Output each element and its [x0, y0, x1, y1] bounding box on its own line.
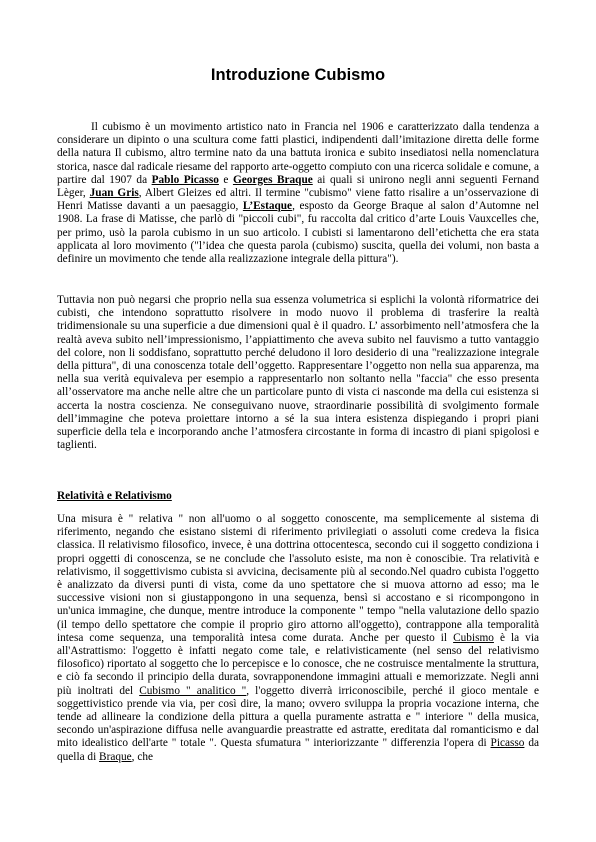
link-cubismo-analitico[interactable]: Cubismo " analitico " — [139, 684, 247, 697]
intro-text-1: Il cubismo è un movimento artistico nato in Francia nel 1906 e caratterizzato dalla tendenza a considerare un dipinto o una scultura come fatti plastici, indipendenti dall’imitazione diretta delle forme della natura Il cubismo, altro termine nato da una battuta ironica e subito insediatosi nella nomenclatura storica, nasce dal radicale riesame del rapporto arte-oggetto compiuto con una ricerca solidale e comune, a partire dal 1907 da — [57, 121, 539, 186]
section-text-4: da quella di — [57, 737, 539, 763]
intro-text-2: e — [218, 173, 233, 186]
intro-text-5: , esposto da George Braque al salon d’Automne nel 1908. La frase di Matisse, che parlò di "piccoli cubi", fu raccolta dal critico d’arte Louis Vauxcelles che, per primo, usò la parola cubismo in un suo articolo. I cubisti si lamentarono dell’etichetta che era stata applicata al loro movimento ("l’idea che questa parola (cubismo) suscita, quella dei volumi, non basta a definire un movimento che tende alla realizzazione integrale della pittura"). — [57, 200, 539, 266]
section-text-1: Una misura è " relativa " non all'uomo o al soggetto conoscente, ma semplicemente al sistema di riferimento, negando che esistano sistemi di riferimento privilegiati o assoluti come credeva la fisica classica. Il relativismo filosofico, invece, è una dottrina ottocentesca, secondo cui il soggetto condiziona i propri oggetti di conoscenza, se ne conclude che l'assoluto esiste, ma non è conoscibie. Tra relatività e relativismo, il soggettivismo cubista si avvicina, decisamente più al secondo.Nel quadro cubista l'oggetto è analizzato da diversi punti di vista, come da uno spettatore che si muova attorno ad esso; ma le successive visioni non si giustappongono in una sequenza, bensì si accostano e si ricompongono in un'unica immagine, che dunque, mentre introduce la componente " tempo "nella valutazione dello spazio (il tempo dello spettatore che compie il proprio giro attorno all'oggetto), contrappone alla temporalità intesa come sequenza, una temporalità intesa come durata. Anche per questo il — [57, 513, 539, 644]
intro-paragraph — [57, 121, 539, 266]
section-text-3: , l'oggetto diverrà irriconoscibile, perché il gioco mentale e soggettivistico prende via via, per così dire, la mano; ovvero sviluppa la propria vocazione interna, che tende ad allineare la condizione della pittura a quella puramente astratta e " interiore " della musica, secondo un'aspirazione diffusa nelle avanguardie preastratte ed astratte, ereditata dal romanticismo e dal mito idealistico dell'arte " totale ". Questa sfumatura " interiorizzante " differenzia l'opera di — [57, 684, 539, 750]
link-picasso[interactable]: Picasso — [490, 737, 525, 750]
link-braque[interactable]: Braque — [99, 750, 132, 763]
link-cubismo[interactable]: Cubismo — [453, 631, 494, 644]
intro-text-3: ai quali si unirono negli anni seguenti Fernand Lèger, — [57, 173, 540, 200]
relativita-paragraph — [57, 513, 539, 764]
document-title: Introduzione Cubismo — [210, 66, 386, 84]
link-juan-gris[interactable]: Juan Gris — [89, 187, 139, 200]
link-lestaque[interactable]: L’Estaque — [242, 200, 293, 213]
section-heading-relativita: Relatività e Relativismo — [57, 490, 172, 502]
section-text-5: , che — [131, 750, 153, 763]
section-text-2: è la via all'Astrattismo: l'oggetto è infatti negato come tale, e relativisticamente (nel senso del relativismo filosofico) riportato al soggetto che lo percepisce e lo conosce, che ne costruisce mentalmente la struttura, e ciò fa secondo il principio della durata, sovrapponendone immagini attuali e memorizzate. Negli anni più inoltrati del — [57, 631, 539, 697]
second-paragraph: Tuttavia non può negarsi che proprio nella sua essenza volumetrica si esplichi la volontà riformatrice dei cubisti, che intendono soprattutto risolvere in modo nuovo il problema di trasferire la realtà tridimensionale su una superficie a due dimensioni qual è il quadro. L’ assorbimento nell’atmosfera che la realtà aveva subito nell’impressionismo, l’appiattimento che aveva subito nel fauvismo a tutto vantaggio del colore, non li soddisfano, soprattutto perché deludono il loro desiderio di una "realizzazione integrale della pittura", di una conoscenza totale dell’oggetto. Rappresentare l’oggetto non nella sua apparenza, ma nella sua verità equivaleva per esempio a rappresentarlo non soltanto nella "faccia" che esso presenta all’osservatore ma anche nelle altre che un particolare punto di vista ci nasconde ma della cui esistenza si accerta la nostra coscienza. Ne conseguivano nuove, straordinarie possibilità di svolgimento formale dell’immagine che poteva proiettare intorno a sé la sua intera esistenza dispiegando i propri piani superficie della tela e incorporando anche l’atmosfera circostante in forma di incastro di piani spigolosi e taglienti. — [57, 294, 539, 452]
intro-text-4: , Albert Gleizes ed altri. Il termine "cubismo" viene fatto risalire a un’osservazione di Henri Matisse davanti a un paesaggio, — [57, 187, 539, 213]
link-georges-braque[interactable]: Georges Braque — [232, 173, 313, 186]
link-pablo-picasso[interactable]: Pablo Picasso — [151, 173, 219, 186]
